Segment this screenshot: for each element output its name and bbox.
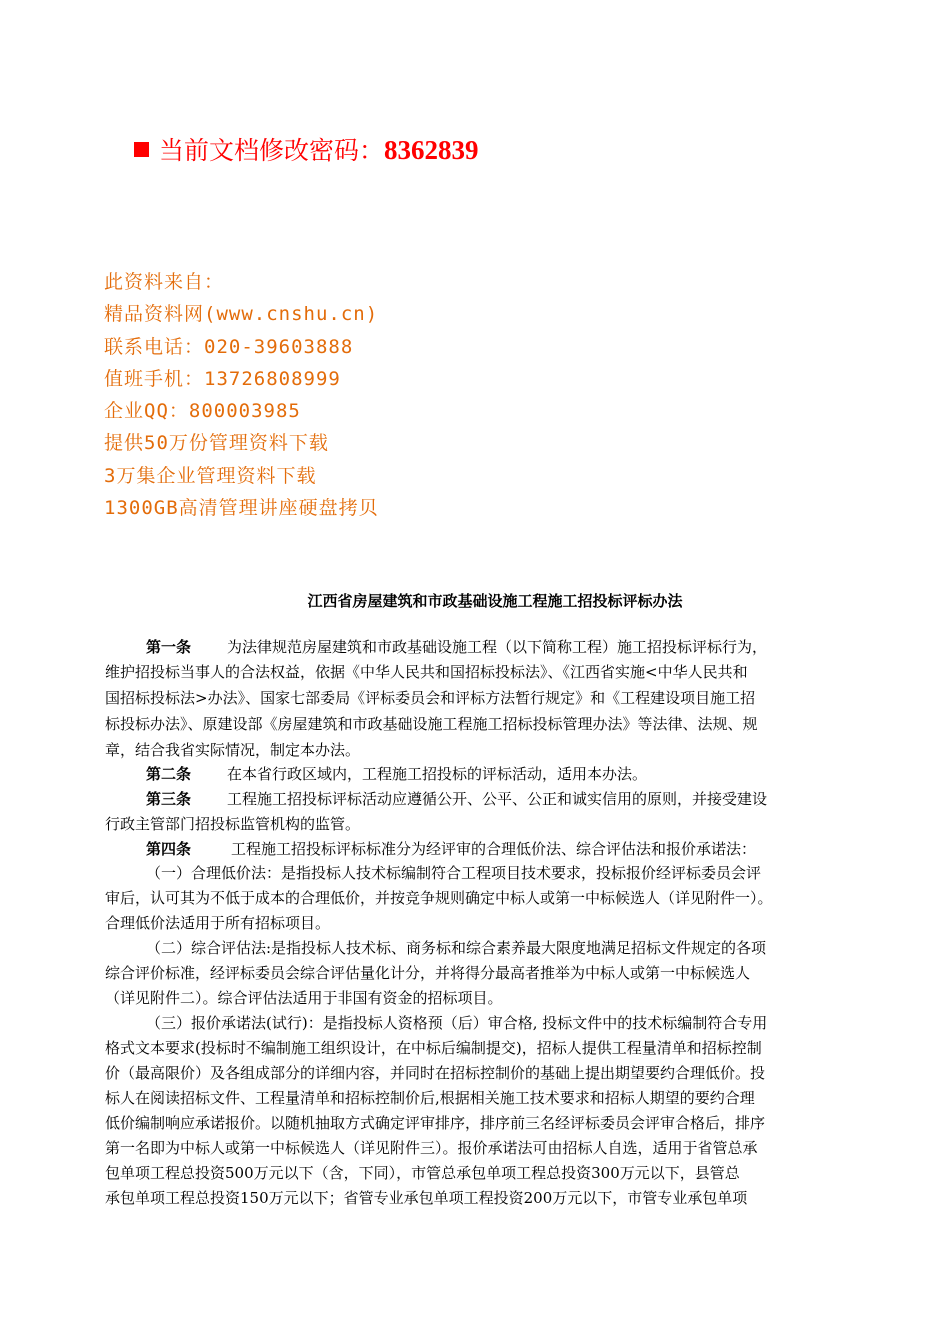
source-line: 提供50万份管理资料下载 — [104, 432, 329, 455]
password-notice — [134, 132, 479, 169]
paragraph-2-line: （详见附件二）。综合评估法适用于非国有资金的招标项目。 — [105, 989, 503, 1007]
article-2-label: 第二条 — [146, 765, 192, 783]
article-1-line — [146, 637, 767, 657]
article-4-text: 工程施工招投标评标标准分为经评审的合理低价法、综合评估法和报价承诺法： — [231, 840, 757, 858]
paragraph-1-line: 合理低价法适用于所有招标项目。 — [105, 914, 331, 932]
article-1-line: 标投标办法》、原建设部《房屋建筑和市政基础设施工程施工招标投标管理办法》等法律、法规、规 — [105, 715, 758, 733]
article-1-line: 国招标投标法>办法》、国家七部委局《评标委员会和评标方法暂行规定》和《工程建设项目施工招 — [105, 689, 756, 707]
source-line: 企业QQ：800003985 — [104, 400, 301, 423]
paragraph-3-line: 价（最高限价）及各组成部分的详细内容，并同时在招标控制价的基础上提出期望要约合理低价。投 — [105, 1064, 766, 1082]
paragraph-3-line: 承包单项工程总投资150万元以下；省管专业承包单项工程投资200万元以下，市管专业承包单项 — [105, 1189, 748, 1207]
article-3-line — [146, 789, 767, 809]
article-4-label: 第四条 — [146, 840, 192, 858]
password-label: 当前文档修改密码： — [159, 136, 385, 165]
password-code: 8362839 — [384, 135, 479, 165]
paragraph-3-line: 低价编制响应承诺报价。以随机抽取方式确定评审排序，排序前三名经评标委员会评审合格后，排序 — [105, 1114, 766, 1132]
source-line: 3万集企业管理资料下载 — [104, 464, 317, 487]
article-4-line — [146, 839, 756, 859]
paragraph-3-line: 第一名即为中标人或第一中标候选人（详见附件三）。报价承诺法可由招标人自选，适用于省管总承 — [105, 1139, 758, 1157]
article-1-line: 章，结合我省实际情况，制定本办法。 — [105, 741, 361, 759]
paragraph-3-line: 格式文本要求(投标时不编制施工组织设计，在中标后编制提交)，招标人提供工程量清单和招标控制 — [105, 1039, 762, 1057]
paragraph-3-line: 包单项工程总投资500万元以下（含，下同），市管总承包单项工程总投资300万元以下，县管总 — [105, 1164, 740, 1182]
source-line: 联系电话：020-39603888 — [104, 335, 354, 358]
paragraph-2-line: （二）综合评估法:是指投标人技术标、商务标和综合素养最大限度地满足招标文件规定的各项 — [146, 939, 767, 957]
paragraph-2-line: 综合评价标准，经评标委员会综合评估量化计分，并将得分最高者推举为中标人或第一中标候选人 — [105, 964, 751, 982]
article-3-label: 第三条 — [146, 790, 192, 808]
document-title: 江西省房屋建筑和市政基础设施工程施工招投标评标办法 — [307, 592, 683, 610]
article-2-line — [146, 764, 647, 784]
source-info-block — [104, 266, 379, 524]
article-1-text: 为法律规范房屋建筑和市政基础设施工程（以下简称工程）施工招投标评标行为， — [227, 638, 768, 656]
paragraph-1-line: （一）合理低价法：是指投标人技术标编制符合工程项目技术要求，投标报价经评标委员会评 — [146, 864, 762, 882]
source-line: 此资料来自： — [104, 271, 225, 293]
paragraph-3-line: （三）报价承诺法(试行)：是指投标人资格预（后）审合格, 投标文件中的技术标编制符合专用 — [146, 1014, 768, 1032]
article-1-label: 第一条 — [146, 638, 192, 656]
article-2-text: 在本省行政区域内，工程施工招投标的评标活动，适用本办法。 — [227, 765, 648, 783]
source-line: 值班手机：13726808999 — [104, 367, 341, 390]
article-3-line: 行政主管部门招投标监管机构的监管。 — [105, 815, 361, 833]
source-line: 精品资料网(www.cnshu.cn) — [104, 303, 379, 326]
article-3-text: 工程施工招投标评标活动应遵循公开、公平、公正和诚实信用的原则，并接受建设 — [227, 790, 768, 808]
paragraph-1-line: 审后，认可其为不低于成本的合理低价，并按竞争规则确定中标人或第一中标候选人（详见附件一）。 — [105, 889, 773, 907]
source-line: 1300GB高清管理讲座硬盘拷贝 — [104, 497, 379, 520]
article-1-line: 维护招投标当事人的合法权益，依据《中华人民共和国招标投标法》、《江西省实施<中华人民共和 — [105, 663, 748, 681]
paragraph-3-line: 标人在阅读招标文件、工程量清单和招标控制价后,根据相关施工技术要求和招标人期望的要约合理 — [105, 1089, 755, 1107]
square-bullet-icon — [134, 142, 149, 157]
